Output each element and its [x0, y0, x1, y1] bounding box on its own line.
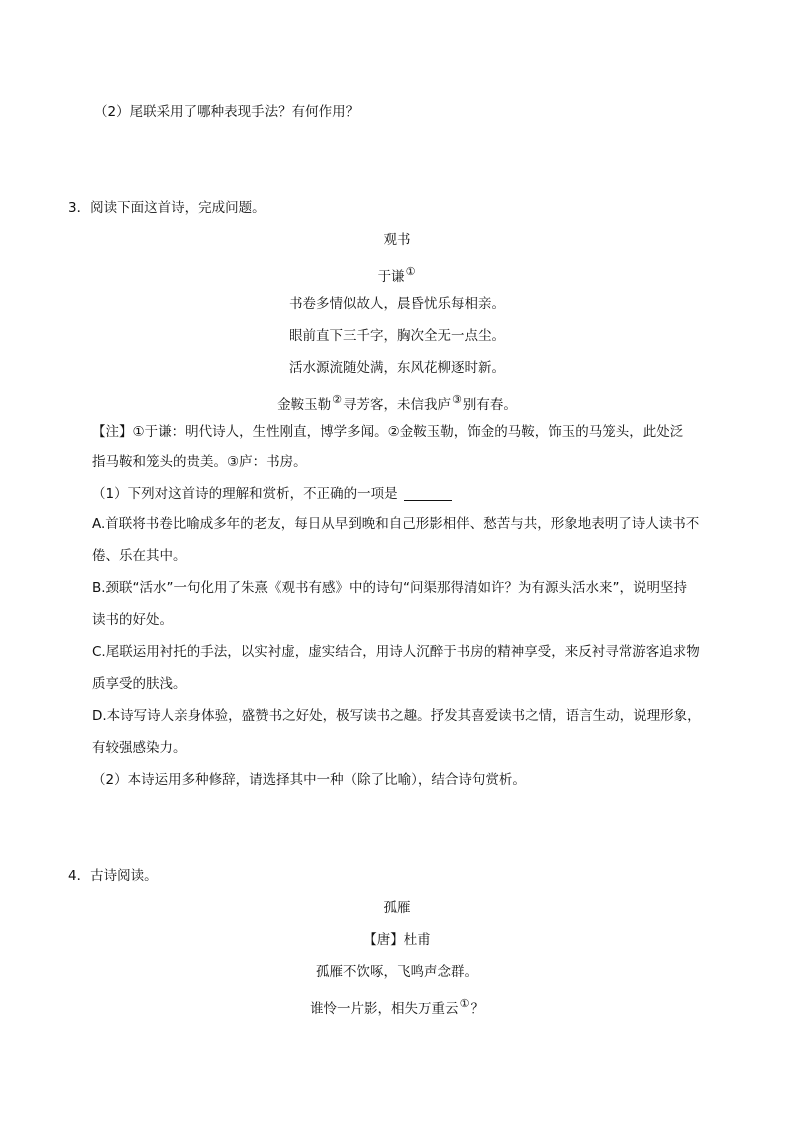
q3-option-b-line-1: B.颈联“活水”一句化用了朱熹《观书有感》中的诗句“问渠那得清如许？为有源头活水来”，说明坚持	[92, 580, 688, 596]
q4-line2-footnote-mark: ①	[459, 997, 470, 1010]
q4-line2-part-a: 谁怜一片影，相失万重云	[310, 1001, 459, 1017]
q3-line4-part-c: 别有春。	[462, 397, 517, 413]
q4-poem-author: 【唐】杜甫	[363, 932, 431, 948]
q3-author-footnote-mark: ①	[405, 265, 416, 278]
q3-option-d-line-1: D.本诗写诗人亲身体验，盛赞书之好处，极写读书之趣。抒发其喜爱读书之情，语言生动，说理形象，	[92, 708, 701, 724]
q3-poem-line-3: 活水源流随处满，东风花柳逐时新。	[289, 360, 505, 376]
q3-option-a-line-1: A.首联将书卷比喻成多年的老友，每日从早到晚和自己形影相伴、愁苦与共，形象地表明了诗人读书不	[92, 516, 700, 532]
q3-option-c-line-2: 质享受的肤浅。	[92, 676, 187, 692]
q3-poem-line-1: 书卷多情似故人，晨昏忧乐每相亲。	[289, 296, 505, 312]
q3-line4-footnote-mark-3: ③	[452, 393, 462, 406]
q3-poem-line-2: 眼前直下三千字，胸次全无一点尘。	[289, 328, 505, 344]
q3-option-c-line-1: C.尾联运用衬托的手法，以实衬虚，虚实结合，用诗人沉醉于书房的精神享受，来反衬寻常游客追求物	[92, 644, 700, 660]
q3-author-name: 于谦	[377, 269, 405, 285]
q3-poem-line-4	[0, 390, 794, 415]
q3-sub-question-2: （2）本诗运用多种修辞，请选择其中一种（除了比喻），结合诗句赏析。	[92, 772, 526, 788]
q4-line2-part-b: ？	[470, 1001, 484, 1017]
q3-note-line-2: 指马鞍和笼头的贵美。③庐：书房。	[92, 454, 307, 470]
q3-option-b-line-2: 读书的好处。	[92, 612, 173, 628]
q3-intro: 3．阅读下面这首诗，完成问题。	[68, 200, 266, 216]
q3-option-d-line-2: 有较强感染力。	[92, 740, 187, 756]
q4-poem-title: 孤雁	[383, 900, 411, 916]
q4-intro: 4．古诗阅读。	[68, 868, 158, 884]
answer-blank[interactable]	[404, 500, 452, 501]
q4-poem-line-1: 孤雁不饮啄，飞鸣声念群。	[316, 964, 478, 980]
q3-option-a-line-2: 倦、乐在其中。	[92, 548, 187, 564]
q3-poem-author	[0, 262, 794, 287]
q3-line4-part-b: 寻芳客，未信我庐	[343, 397, 451, 413]
q4-poem-line-2	[0, 994, 794, 1019]
q3-note-line-1: 【注】①于谦：明代诗人，生性刚直，博学多闻。②金鞍玉勒，饰金的马鞍，饰玉的马笼头，此处泛	[92, 424, 684, 440]
q3-sub-question-1	[92, 484, 452, 504]
q3-poem-title: 观书	[383, 232, 411, 248]
q3-line4-footnote-mark-2: ②	[332, 393, 342, 406]
q3-line4-part-a: 金鞍玉勒	[277, 397, 332, 413]
q2-part2-question: （2）尾联采用了哪种表现手法？有何作用？	[94, 104, 360, 120]
q3-sub1-text: （1）下列对这首诗的理解和赏析，不正确的一项是	[92, 486, 398, 502]
